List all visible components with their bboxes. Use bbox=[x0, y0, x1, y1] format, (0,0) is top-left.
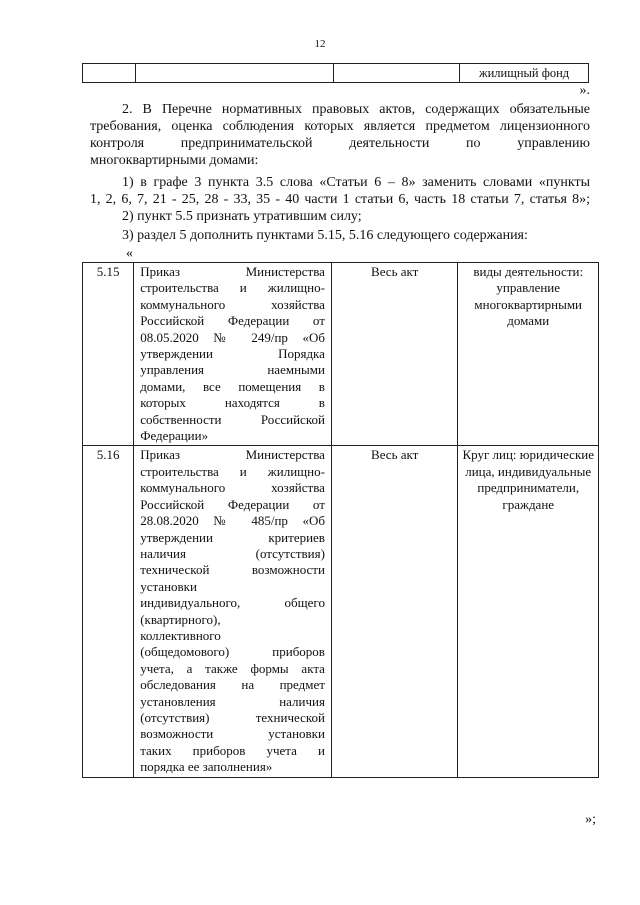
text-line: которых находятся в bbox=[140, 395, 325, 411]
text-line: 1) в графе 3 пункта 3.5 слова «Статьи 6 – 8» заменить словами «пункты bbox=[122, 175, 590, 190]
regulations-table bbox=[82, 262, 599, 778]
text-line: Российской Федерации от bbox=[140, 313, 325, 329]
text-line: домами, все помещения в bbox=[140, 378, 325, 394]
text-line: возможности установки bbox=[140, 726, 325, 742]
text-line: (отсутствия) технической bbox=[140, 709, 325, 725]
text-line: Приказ Министерства bbox=[140, 264, 325, 279]
text-line: (общедомового) приборов bbox=[140, 644, 325, 660]
closing-quote: »; bbox=[585, 812, 596, 827]
text-line: строительства и жилищно- bbox=[140, 463, 325, 479]
text-line: наличия (отсутствия) bbox=[140, 545, 325, 561]
text-line: строительства и жилищно- bbox=[140, 280, 325, 296]
previous-table-fragment bbox=[82, 63, 589, 83]
table-row bbox=[83, 263, 599, 446]
row-number: 5.16 bbox=[83, 446, 134, 777]
text-line: 1, 2, 6, 7, 21 - 25, 28 - 33, 35 - 40 части 1 статьи 6, часть 18 статьи 7, статья 8»; bbox=[90, 192, 590, 207]
paragraph-2 bbox=[90, 101, 590, 169]
text-line: 08.05.2020 № 249/пр «Об bbox=[140, 329, 325, 345]
text-line: контроля предпринимательской деятельности по управлению bbox=[90, 136, 590, 151]
text-line: (квартирного), bbox=[140, 611, 221, 627]
text-line: требования, оценка соблюдения которых является предметом лицензионного bbox=[90, 119, 590, 134]
table-cell-empty bbox=[334, 64, 460, 83]
table-row bbox=[83, 446, 599, 777]
scope-cell: Весь акт bbox=[331, 446, 457, 777]
text-line: утверждении Порядка bbox=[140, 346, 325, 362]
text-line: многоквартирными домами: bbox=[90, 153, 259, 168]
text-line: Приказ Министерства bbox=[140, 447, 325, 463]
text-line: учета, а также формы акта bbox=[140, 660, 325, 676]
text-line: управления наемными bbox=[140, 362, 325, 378]
table-cell-subject: жилищный фонд bbox=[460, 64, 589, 83]
text-line: коммунального хозяйства bbox=[140, 296, 325, 312]
text-line: Федерации» bbox=[140, 428, 209, 444]
text-line: технической возможности bbox=[140, 562, 325, 578]
text-line: обследования на предмет bbox=[140, 677, 325, 693]
row-number: 5.15 bbox=[83, 263, 134, 446]
text-line: 28.08.2020 № 485/пр «Об bbox=[140, 513, 325, 529]
text-line: 2. В Перечне нормативных правовых актов, содержащих обязательные bbox=[122, 102, 590, 117]
table-cell-empty bbox=[83, 64, 136, 83]
text-line: коммунального хозяйства bbox=[140, 480, 325, 496]
text-line: индивидуального, общего bbox=[140, 595, 325, 611]
document-name bbox=[134, 263, 332, 446]
opening-quote: « bbox=[126, 246, 133, 261]
document-name bbox=[134, 446, 332, 777]
page-number: 12 bbox=[314, 38, 326, 50]
text-line: порядка ее заполнения» bbox=[140, 759, 273, 775]
text-line: установления наличия bbox=[140, 693, 325, 709]
closing-quote: ». bbox=[579, 83, 590, 98]
table-cell-empty bbox=[135, 64, 334, 83]
text-line: коллективного bbox=[140, 627, 221, 643]
item-1 bbox=[90, 174, 590, 208]
text-line: утверждении критериев bbox=[140, 529, 325, 545]
item-2: 2) пункт 5.5 признать утратившим силу; bbox=[122, 209, 362, 224]
text-line: таких приборов учета и bbox=[140, 742, 325, 758]
item-3: 3) раздел 5 дополнить пунктами 5.15, 5.16 следующего содержания: bbox=[122, 228, 528, 243]
scope-cell: Весь акт bbox=[331, 263, 457, 446]
text-line: Российской Федерации от bbox=[140, 496, 325, 512]
table-row bbox=[83, 64, 589, 83]
subject-cell: виды деятельности: управление многоквартирными домами bbox=[458, 263, 599, 446]
text-line: установки bbox=[140, 578, 197, 594]
subject-cell: Круг лиц: юридические лица, индивидуальные предприниматели, граждане bbox=[458, 446, 599, 777]
text-line: собственности Российской bbox=[140, 411, 325, 427]
